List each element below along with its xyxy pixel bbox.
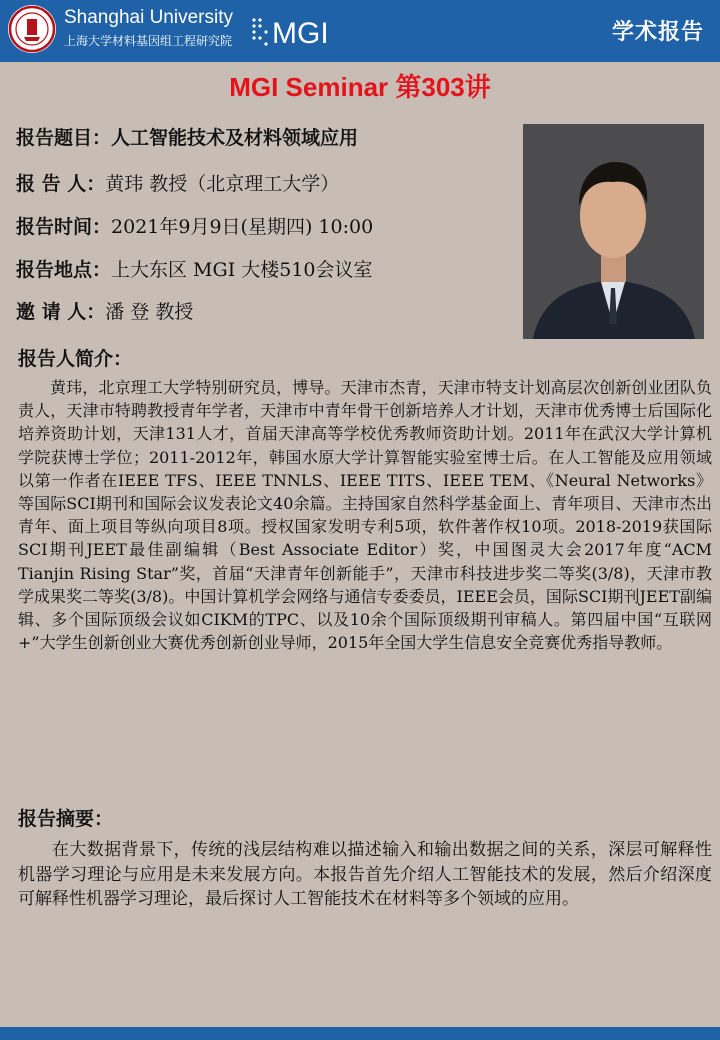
info-value: 黄玮 教授（北京理工大学） (105, 173, 340, 195)
university-seal-logo (8, 5, 56, 53)
info-value: 2021年9月9日(星期四) 10:00 (111, 216, 374, 238)
info-row-speaker (16, 170, 339, 198)
bio-text: 黄玮，北京理工大学特别研究员，博导。天津市杰青，天津市特支计划高层次创新创业团队负责人，天津市特聘教授青年学者，天津市中青年骨干创新培养人才计划，天津市优秀博士后国际化培养资助计划，天津131人才，首届天津高等学校优秀教师资助计划。2011年在武汉大学计算机学院获博士学位；2011-2012年，韩国水原大学计算智能实验室博士后。在人工智能及应用领域以第一作者在IEEE TFS、IEEE TNNLS、IEEE TITS、IEEE TEM、《Neural Networks》等国际SCI期刊和国际会议发表论文40余篇。主持国家自然科学基金面上、青年项目、天津市杰出青年、面上项目等纵向项目8项。授权国家发明专利5项，软件著作权10项。2018-2019获国际SCI期刊JEET最佳副编辑（Best Associate Editor）奖，中国图灵大会2017年度“ACM Tianjin Rising Star”奖，首届“天津青年创新能手”，天津市科技进步奖二等奖(3/8)，天津市教学成果奖二等奖(3/8)。中国计算机学会网络与通信专委委员，IEEE会员，国际SCI期刊JEET副编辑、多个国际顶级会议如CIKM的TPC、以及10余个国际顶级期刊审稿人。第四届中国“互联网+”大学生创新创业大赛优秀创新创业导师，2015年全国大学生信息安全竞赛优秀指导教师。 (18, 378, 712, 653)
mgi-logo-text: MGI (272, 17, 329, 50)
bio-heading: 报告人简介： (18, 348, 133, 370)
info-row-time (16, 213, 373, 241)
info-label: 报告时间： (16, 216, 112, 238)
info-row-host (16, 298, 193, 326)
university-name-en: Shanghai University (64, 7, 233, 28)
info-label: 邀 请 人： (16, 301, 106, 323)
university-name-cn: 上海大学材料基因组工程研究院 (64, 34, 233, 48)
info-row-location (16, 256, 373, 284)
info-label: 报告题目： (16, 127, 112, 149)
abstract-heading: 报告摘要： (18, 808, 114, 830)
header-bar (0, 0, 720, 62)
info-value: 上大东区 MGI 大楼510会议室 (111, 259, 373, 281)
speaker-portrait (523, 124, 704, 339)
abstract-text: 在大数据背景下，传统的浅层结构难以描述输入和输出数据之间的关系，深层可解释性机器学习理论与应用是未来发展方向。本报告首先介绍人工智能技术的发展，然后介绍深度可解释性机器学习理论，最后探讨人工智能技术在材料等多个领域的应用。 (18, 840, 712, 909)
info-label: 报告地点： (16, 259, 112, 281)
mgi-logo (250, 10, 340, 50)
info-row-topic (16, 124, 358, 152)
seminar-title: MGI Seminar 第303讲 (229, 72, 491, 102)
academic-report-tag: 学术报告 (611, 20, 704, 45)
footer-bar (0, 1027, 720, 1040)
info-value: 潘 登 教授 (105, 301, 194, 323)
info-value: 人工智能技术及材料领域应用 (111, 127, 359, 149)
info-label: 报 告 人： (16, 173, 106, 195)
